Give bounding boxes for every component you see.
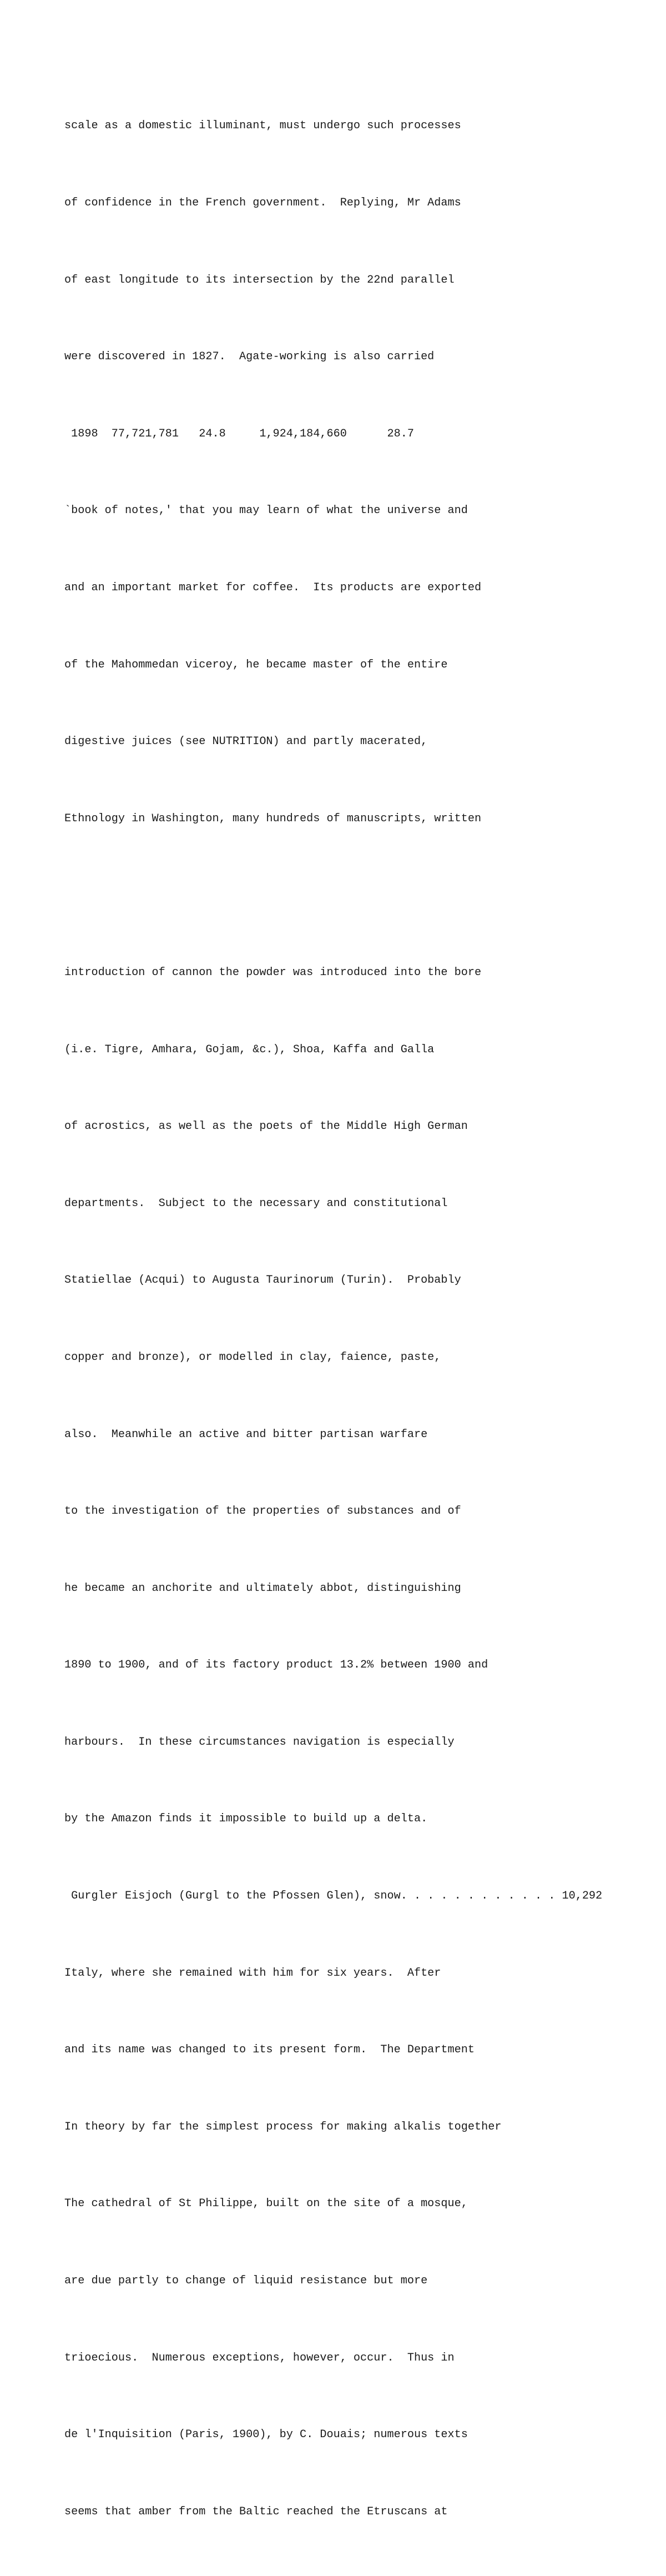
- text-line: The cathedral of St Philippe, built on the site of a mosque,: [64, 2197, 468, 2211]
- text-line: of acrostics, as well as the poets of the Middle High German: [64, 1120, 468, 1133]
- text-line: `book of notes,' that you may learn of what the universe and: [64, 504, 468, 518]
- document-text: [64, 62, 602, 2576]
- text-line: copper and bronze), or modelled in clay, faience, paste,: [64, 1350, 441, 1364]
- text-line: to the investigation of the properties of substances and of: [64, 1505, 461, 1518]
- text-line: 1890 to 1900, and of its factory product 13.2% between 1900 and: [64, 1659, 488, 1672]
- text-line: digestive juices (see NUTRITION) and partly macerated,: [64, 735, 428, 749]
- text-line: he became an anchorite and ultimately abbot, distinguishing: [64, 1581, 461, 1595]
- text-line: Italy, where she remained with him for six years. After: [64, 1966, 441, 1980]
- text-line: introduction of cannon the powder was introduced into the bore: [64, 966, 482, 979]
- text-line: and its name was changed to its present form. The Department: [64, 2043, 475, 2057]
- text-line: scale as a domestic illuminant, must undergo such processes: [64, 119, 461, 133]
- text-line: 1898 77,721,781 24.8 1,924,184,660 28.7: [64, 427, 414, 440]
- text-line: trioecious. Numerous exceptions, however, occur. Thus in: [64, 2351, 455, 2364]
- text-line: of confidence in the French government. Replying, Mr Adams: [64, 197, 461, 209]
- text-line: Gurgler Eisjoch (Gurgl to the Pfossen Glen), snow. . . . . . . . . . . . 10,292: [64, 1890, 603, 1903]
- text-line: de l'Inquisition (Paris, 1900), by C. Douais; numerous texts: [64, 2428, 468, 2442]
- text-line: of east longitude to its intersection by the 22nd parallel: [64, 273, 455, 287]
- text-line: seems that amber from the Baltic reached the Etruscans at: [64, 2505, 448, 2518]
- text-line: also. Meanwhile an active and bitter partisan warfare: [64, 1428, 428, 1441]
- text-line: (i.e. Tigre, Amhara, Gojam, &c.), Shoa, Kaffa and Galla: [64, 1043, 435, 1056]
- text-line: of the Mahommedan viceroy, he became master of the entire: [64, 658, 448, 671]
- text-line: Ethnology in Washington, many hundreds of manuscripts, written: [64, 812, 482, 825]
- text-line: In theory by far the simplest process for making alkalis together: [64, 2120, 502, 2133]
- text-line: and an important market for coffee. Its products are exported: [64, 581, 482, 594]
- text-line: by the Amazon finds it impossible to build up a delta.: [64, 1812, 428, 1826]
- text-line: departments. Subject to the necessary and constitutional: [64, 1197, 448, 1210]
- text-line: are due partly to change of liquid resistance but more: [64, 2274, 428, 2288]
- text-line: Statiellae (Acqui) to Augusta Taurinorum (Turin). Probably: [64, 1274, 461, 1287]
- text-line: harbours. In these circumstances navigation is especially: [64, 1735, 455, 1749]
- blank-line: [64, 883, 602, 908]
- text-line: were discovered in 1827. Agate-working is also carried: [64, 350, 435, 364]
